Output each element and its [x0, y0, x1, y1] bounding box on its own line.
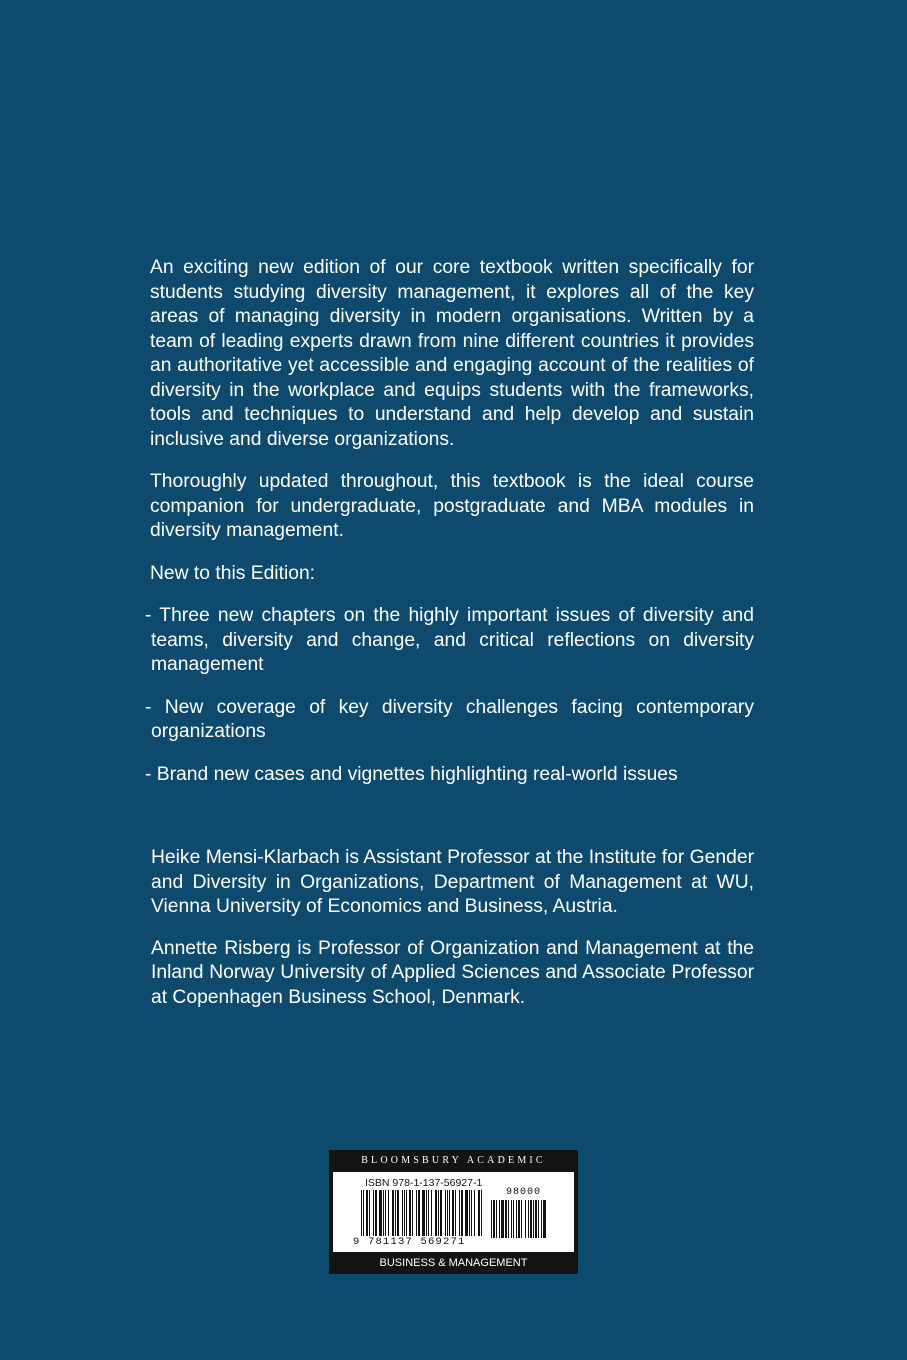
barcode-panel: [333, 1172, 574, 1252]
barcode-stripe: [516, 1200, 517, 1238]
barcode-stripe: [521, 1200, 522, 1238]
barcode-stripe: [416, 1190, 417, 1236]
barcode-stripe: [525, 1200, 526, 1238]
barcode-stripe: [499, 1200, 500, 1238]
barcode-stripe: [469, 1190, 470, 1236]
barcode-stripe: [459, 1190, 460, 1236]
barcode-stripe: [379, 1190, 382, 1236]
barcode-stripe: [361, 1190, 362, 1236]
barcode-stripe: [496, 1200, 497, 1238]
barcode-stripe: [533, 1200, 534, 1238]
barcode-stripe: [435, 1190, 437, 1236]
book-description: [145, 256, 754, 787]
description-paragraph-2: Thoroughly updated throughout, this textbook is the ideal course companion for undergraduate, postgraduate and MBA modules in diversity management.: [150, 471, 754, 541]
barcode-stripe: [385, 1190, 386, 1236]
barcode-stripe: [428, 1190, 429, 1236]
barcode-stripe: [402, 1190, 403, 1236]
barcode-stripe: [404, 1190, 405, 1236]
barcode-stripe: [461, 1190, 463, 1236]
barcode-stripe: [465, 1190, 468, 1236]
barcode-stripe: [406, 1190, 407, 1236]
barcode-stripe: [409, 1190, 411, 1236]
author-bios: [151, 846, 754, 1010]
barcode-stripe: [535, 1200, 537, 1238]
barcode-stripe: [518, 1200, 520, 1238]
isbn-label: ISBN 978-1-137-56927-1: [365, 1177, 483, 1189]
new-feature-item-1: - Three new chapters on the highly important issues of diversity and teams, diversity and change, and critical reflections on diversity management: [145, 605, 754, 675]
barcode-stripe: [418, 1190, 420, 1236]
barcode-stripe: [447, 1190, 448, 1236]
barcode-stripe: [474, 1190, 475, 1236]
description-paragraph-1: An exciting new edition of our core textbook written specifically for students studying diversity management, it explores all of the key areas of managing diversity in modern organisations. Written by a team of leading experts drawn from nine different countries it provides an authoritative yet accessible and engaging account of the realities of diversity in the workplace and equips students with the frameworks, tools and techniques to understand and help develop and sustain inclusive and diverse organizations.: [150, 257, 754, 450]
barcode-stripe: [395, 1190, 396, 1236]
new-feature-item-2: - New coverage of key diversity challenges facing contemporary organizations: [145, 696, 754, 742]
ean-barcode-graphic: [361, 1190, 483, 1236]
barcode-stripe: [449, 1190, 450, 1236]
barcode-block: [329, 1150, 578, 1274]
ean-digits: 9 781137 569271: [353, 1236, 466, 1248]
barcode-stripe: [397, 1190, 399, 1236]
barcode-stripe: [491, 1200, 492, 1238]
barcode-stripe: [455, 1190, 456, 1236]
barcode-stripe: [438, 1190, 439, 1236]
barcode-stripe: [543, 1200, 546, 1238]
barcode-stripe: [375, 1190, 377, 1236]
barcode-stripe: [392, 1190, 394, 1236]
barcode-stripe: [363, 1190, 364, 1236]
author-bio-1: Heike Mensi-Klarbach is Assistant Professor at the Institute for Gender and Diversity in Organizations, Department of Management at WU, Vienna University of Economics and Business, Austria.: [151, 847, 754, 917]
barcode-stripe: [471, 1190, 472, 1236]
barcode-stripe: [422, 1190, 425, 1236]
barcode-stripe: [505, 1200, 507, 1238]
barcode-stripe: [513, 1200, 514, 1238]
new-feature-item-3: - Brand new cases and vignettes highlighting real-world issues: [145, 763, 678, 785]
barcode-stripe: [511, 1200, 512, 1238]
barcode-stripe: [426, 1190, 427, 1236]
barcode-stripe: [493, 1200, 495, 1238]
author-bio-2: Annette Risberg is Professor of Organization and Management at the Inland Norway University of Applied Sciences and Associate Professor at Copenhagen Business School, Denmark.: [151, 937, 754, 1008]
barcode-stripe: [383, 1190, 384, 1236]
price-code: 98000: [506, 1187, 542, 1198]
addon-barcode-graphic: [491, 1200, 547, 1238]
subject-category: BUSINESS & MANAGEMENT: [379, 1257, 528, 1269]
barcode-stripe: [528, 1200, 529, 1238]
barcode-stripe: [481, 1190, 482, 1236]
barcode-stripe: [431, 1190, 432, 1236]
barcode-stripe: [478, 1190, 480, 1236]
barcode-stripe: [445, 1190, 446, 1236]
barcode-stripe: [508, 1200, 509, 1238]
barcode-stripe: [412, 1190, 413, 1236]
barcode-stripe: [388, 1190, 389, 1236]
barcode-stripe: [366, 1190, 368, 1236]
barcode-stripe: [369, 1190, 370, 1236]
new-edition-heading: New to this Edition:: [150, 562, 316, 584]
barcode-stripe: [530, 1200, 532, 1238]
barcode-stripe: [501, 1200, 504, 1238]
barcode-stripe: [452, 1190, 454, 1236]
barcode-stripe: [541, 1200, 542, 1238]
barcode-stripe: [538, 1200, 539, 1238]
publisher-name: BLOOMSBURY ACADEMIC: [361, 1155, 546, 1166]
barcode-stripe: [373, 1190, 374, 1236]
barcode-stripe: [440, 1190, 442, 1236]
